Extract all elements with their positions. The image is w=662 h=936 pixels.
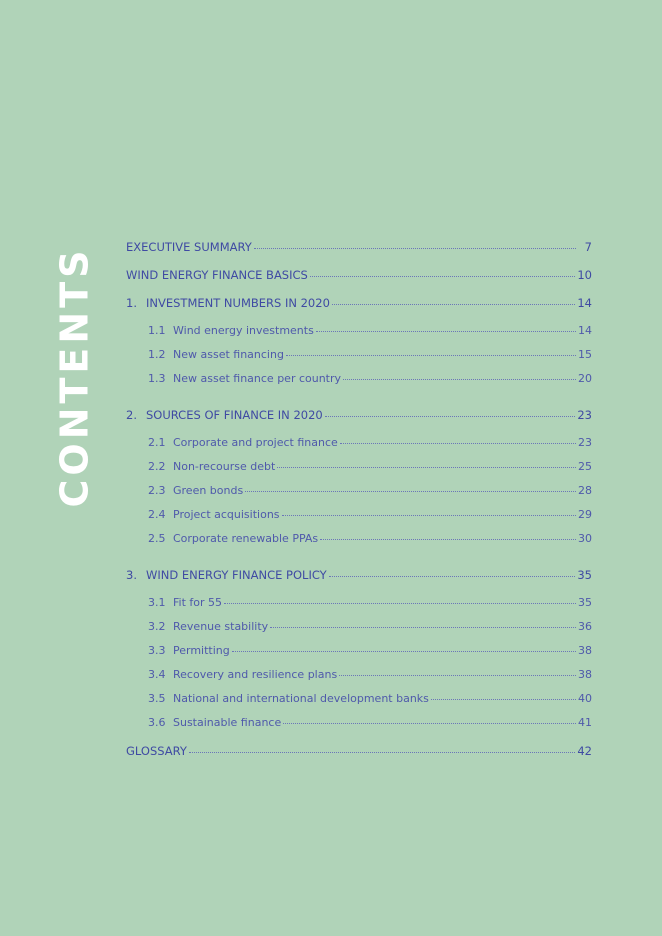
toc-entry-label: Wind energy investments	[173, 324, 314, 337]
toc-entry-number: 3.5	[148, 692, 166, 705]
dot-leader	[332, 303, 575, 305]
toc-page-number: 14	[578, 324, 592, 337]
contents-vertical-title	[52, 232, 96, 522]
toc-entry-label: New asset finance per country	[173, 372, 342, 385]
dot-leader	[325, 415, 576, 417]
toc-entry-2-4[interactable]	[126, 508, 592, 532]
toc-entry-label: INVESTMENT NUMBERS IN 2020	[146, 296, 330, 310]
toc-entry-label: Green bonds	[173, 484, 244, 497]
toc-entry-number: 1.2	[148, 348, 166, 361]
toc-entry-3-5[interactable]	[126, 692, 592, 716]
dot-leader	[245, 490, 576, 492]
toc-page-number: 42	[577, 744, 592, 758]
toc-entry-number: 2.	[126, 408, 137, 422]
toc-entry-label: Permitting	[173, 644, 230, 657]
toc-entry-label: WIND ENERGY FINANCE BASICS	[126, 268, 308, 282]
toc-entry-3-1[interactable]	[126, 596, 592, 620]
dot-leader	[343, 378, 576, 380]
toc-entry-number: 2.2	[148, 460, 166, 473]
dot-leader	[286, 354, 576, 356]
toc-page-number: 29	[578, 508, 592, 521]
toc-entry-label: Non-recourse debt	[173, 460, 276, 473]
toc-entry-executive-summary[interactable]	[126, 240, 592, 264]
dot-leader	[224, 602, 576, 604]
dot-leader	[277, 466, 576, 468]
toc-entry-chapter-1[interactable]	[126, 296, 592, 320]
toc-entry-label: Revenue stability	[173, 620, 269, 633]
toc-entry-number: 3.6	[148, 716, 166, 729]
contents-title-text: CONTENTS	[52, 246, 96, 508]
toc-page-number: 41	[578, 716, 592, 729]
toc-entry-number: 3.3	[148, 644, 166, 657]
toc-page-number: 38	[578, 668, 592, 681]
toc-entry-label: New asset financing	[173, 348, 284, 361]
toc-entry-chapter-3[interactable]	[126, 568, 592, 592]
dot-leader	[329, 575, 576, 577]
toc-entry-number: 2.1	[148, 436, 166, 449]
toc-entry-number: 2.3	[148, 484, 166, 497]
toc-page-number: 30	[578, 532, 592, 545]
toc-entry-number: 2.5	[148, 532, 166, 545]
toc-entry-number: 2.4	[148, 508, 166, 521]
dot-leader	[283, 722, 576, 724]
toc-entry-2-3[interactable]	[126, 484, 592, 508]
toc-entry-label: Recovery and resilience plans	[173, 668, 338, 681]
toc-page-number: 23	[577, 408, 592, 422]
toc-page-number: 7	[584, 240, 592, 254]
table-of-contents	[126, 240, 592, 768]
toc-entry-2-1[interactable]	[126, 436, 592, 460]
toc-page-number: 14	[577, 296, 592, 310]
toc-entry-label: Corporate renewable PPAs	[173, 532, 319, 545]
toc-entry-number: 3.	[126, 568, 137, 582]
toc-entry-3-3[interactable]	[126, 644, 592, 668]
toc-entry-glossary[interactable]	[126, 744, 592, 768]
toc-entry-3-4[interactable]	[126, 668, 592, 692]
toc-entry-label: Sustainable finance	[173, 716, 282, 729]
toc-page-number: 25	[578, 460, 592, 473]
toc-entry-label: Corporate and project finance	[173, 436, 338, 449]
toc-entry-number: 1.3	[148, 372, 166, 385]
dot-leader	[254, 247, 576, 249]
dot-leader	[270, 626, 576, 628]
toc-entry-wind-energy-finance-basics[interactable]	[126, 268, 592, 292]
dot-leader	[282, 514, 576, 516]
toc-entry-1-3[interactable]	[126, 372, 592, 396]
toc-page-number: 28	[578, 484, 592, 497]
toc-entry-label: GLOSSARY	[126, 744, 187, 758]
toc-page-number: 36	[578, 620, 592, 633]
toc-entry-2-5[interactable]	[126, 532, 592, 556]
toc-entry-2-2[interactable]	[126, 460, 592, 484]
toc-entry-3-6[interactable]	[126, 716, 592, 740]
toc-entry-label: Project acquisitions	[173, 508, 280, 521]
dot-leader	[232, 650, 576, 652]
dot-leader	[189, 751, 575, 753]
toc-entry-number: 3.2	[148, 620, 166, 633]
toc-page-number: 10	[577, 268, 592, 282]
toc-entry-label: WIND ENERGY FINANCE POLICY	[146, 568, 327, 582]
dot-leader	[339, 674, 576, 676]
toc-page-number: 40	[578, 692, 592, 705]
toc-entry-label: Fit for 55	[173, 596, 223, 609]
toc-entry-label: EXECUTIVE SUMMARY	[126, 240, 252, 254]
dot-leader	[431, 698, 576, 700]
toc-entry-number: 1.1	[148, 324, 166, 337]
toc-entry-label: National and international development banks	[173, 692, 429, 705]
toc-entry-label: SOURCES OF FINANCE IN 2020	[146, 408, 323, 422]
toc-entry-1-1[interactable]	[126, 324, 592, 348]
toc-entry-number: 3.1	[148, 596, 166, 609]
toc-page-number: 15	[578, 348, 592, 361]
toc-page-number: 20	[578, 372, 592, 385]
dot-leader	[316, 330, 576, 332]
toc-page-number: 38	[578, 644, 592, 657]
toc-entry-number: 1.	[126, 296, 137, 310]
dot-leader	[320, 538, 576, 540]
toc-page-number: 35	[578, 596, 592, 609]
toc-page-number: 35	[577, 568, 592, 582]
toc-entry-3-2[interactable]	[126, 620, 592, 644]
dot-leader	[340, 442, 576, 444]
toc-entry-chapter-2[interactable]	[126, 408, 592, 432]
toc-entry-1-2[interactable]	[126, 348, 592, 372]
dot-leader	[310, 275, 576, 277]
toc-entry-number: 3.4	[148, 668, 166, 681]
toc-page-number: 23	[578, 436, 592, 449]
